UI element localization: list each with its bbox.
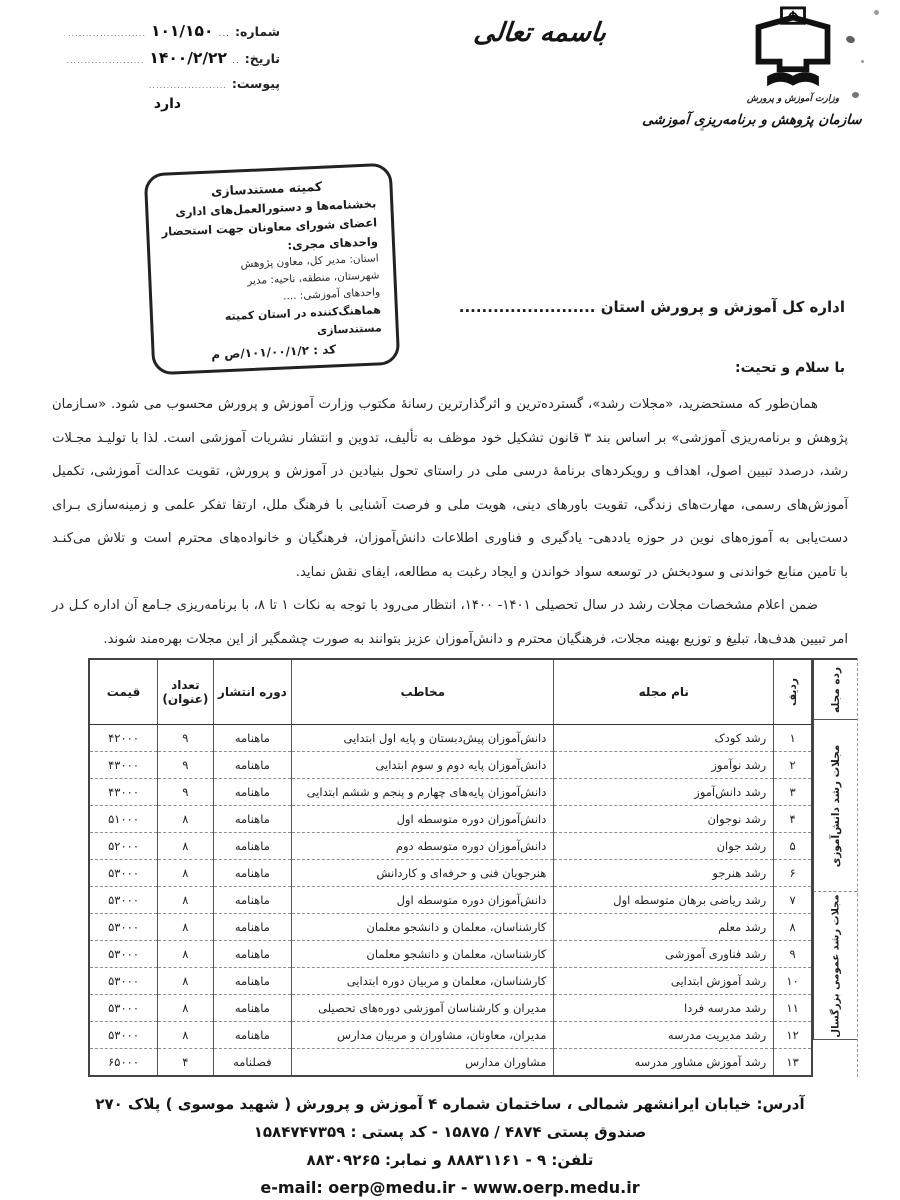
category-header-cell — [813, 658, 857, 720]
cell-count: ۸ — [158, 887, 213, 914]
bismillah-calligraphy: باسمه تعالی — [472, 18, 608, 48]
cell-price: ۵۱۰۰۰ — [89, 806, 158, 833]
cell-period: ماهنامه — [213, 779, 292, 806]
stamp-code: کد : ۱۰۱/۰۰/۱/۲/ص م — [210, 342, 337, 362]
table-row — [89, 995, 812, 1022]
cell-price: ۵۳۰۰۰ — [89, 887, 158, 914]
cell-audience: هنرجویان فنی و حرفه‌ای و کاردانش — [292, 860, 554, 887]
body-line: با تامین منابع خواندنی و سودبخش در توسعه سواد خواندن و ایجاد رغبت به مطالعه، ایفای نقش نماید. — [295, 564, 848, 580]
cell-price: ۴۲۰۰۰ — [89, 725, 158, 752]
cell-period: ماهنامه — [213, 806, 292, 833]
cell-magazine-name: رشد مدرسه فردا — [554, 995, 774, 1022]
stamp-line: اعضای شورای معاونان جهت استحضار — [161, 215, 378, 239]
organization-caption: سازمان پژوهش و برنامه‌ریزی آموزشی — [641, 112, 863, 128]
body-line: امر تبیین هدف‌ها، تبلیغ و توزیع بهینه مجلات، فرهنگیان محترم و دانش‌آموزان عزیز بتوانند به صورت چشمگیر از این مجلات بهره‌مند شوند. — [103, 631, 848, 647]
cell-count: ۹ — [158, 779, 213, 806]
table-row — [89, 1022, 812, 1049]
cell-audience: دانش‌آموزان دوره متوسطه دوم — [292, 833, 554, 860]
category-student-magazines — [813, 720, 857, 892]
category-label: مجلات رشد دانش‌آموزی — [829, 744, 842, 867]
cell-magazine-name: رشد مدیریت مدرسه — [554, 1022, 774, 1049]
number-value: ۱۰۱/۱۵۰ — [151, 22, 214, 40]
letterhead-attachment-row — [55, 76, 280, 91]
cell-count: ۸ — [158, 806, 213, 833]
table-row — [89, 887, 812, 914]
cell-price: ۵۳۰۰۰ — [89, 941, 158, 968]
cell-period: ماهنامه — [213, 725, 292, 752]
cell-audience: کارشناسان، معلمان و مربیان دوره ابتدایی — [292, 968, 554, 995]
cell-row-number: ۳ — [774, 779, 812, 806]
cell-audience: دانش‌آموزان دوره متوسطه اول — [292, 887, 554, 914]
cell-price: ۵۳۰۰۰ — [89, 968, 158, 995]
attachment-value-row — [55, 96, 280, 112]
salutation-line: با سلام و تحیت: — [735, 360, 845, 376]
cell-audience: دانش‌آموزان پایه‌های چهارم و پنجم و ششم ابتدایی — [292, 779, 554, 806]
number-label: شماره: — [235, 24, 280, 39]
attachment-leader: ...................... — [148, 81, 227, 90]
category-header-label: رده مجله — [829, 666, 842, 713]
letter-body — [52, 388, 848, 656]
cell-count: ۸ — [158, 860, 213, 887]
cell-count: ۴ — [158, 1049, 213, 1077]
cell-price: ۵۳۰۰۰ — [89, 914, 158, 941]
cell-row-number: ۱۰ — [774, 968, 812, 995]
cell-price: ۴۳۰۰۰ — [89, 752, 158, 779]
stamp-line: شهرستان، منطقه، ناحیه: مدیر — [246, 269, 380, 288]
cell-magazine-name: رشد فناوری آموزشی — [554, 941, 774, 968]
cell-period: ماهنامه — [213, 887, 292, 914]
cell-period: ماهنامه — [213, 914, 292, 941]
table-row — [89, 1049, 812, 1077]
documentation-committee-stamp — [144, 163, 401, 376]
number-dots: ... — [218, 29, 231, 39]
cell-count: ۹ — [158, 752, 213, 779]
table-row — [89, 833, 812, 860]
cell-period: ماهنامه — [213, 968, 292, 995]
cell-row-number: ۶ — [774, 860, 812, 887]
cell-audience: دانش‌آموزان دوره متوسطه اول — [292, 806, 554, 833]
table-row — [89, 914, 812, 941]
table-header — [89, 659, 812, 725]
cell-magazine-name: رشد نوآموز — [554, 752, 774, 779]
cell-audience: مشاوران مدارس — [292, 1049, 554, 1077]
cell-count: ۸ — [158, 833, 213, 860]
date-label: تاریخ: — [244, 51, 280, 66]
table-body — [89, 725, 812, 1077]
cell-count: ۸ — [158, 995, 213, 1022]
table-row — [89, 941, 812, 968]
cell-row-number: ۱۳ — [774, 1049, 812, 1077]
cell-row-number: ۱۲ — [774, 1022, 812, 1049]
stamp-line: واحدهای آموزشی: .... — [282, 286, 381, 303]
letter-footer — [0, 1090, 900, 1200]
header-magazine-name: نام مجله — [554, 659, 774, 725]
stamp-line: بخشنامه‌ها و دستورالعمل‌های اداری — [175, 196, 377, 220]
cell-magazine-name: رشد ریاضی برهان متوسطه اول — [554, 887, 774, 914]
table-row — [89, 806, 812, 833]
ministry-education-logo-icon — [745, 6, 841, 98]
number-leader: ...................... — [68, 29, 147, 38]
scan-noise — [852, 92, 859, 98]
body-line: پژوهش و برنامه‌ریزی آموزشی» بر اساس بند ۳ قانون تشکیل خود موظف به تألیف، تدوین و انتشار نشریات آموزشی است. لذا با تولیـد مجـلات — [52, 430, 848, 446]
cell-price: ۵۳۰۰۰ — [89, 1022, 158, 1049]
cell-row-number: ۷ — [774, 887, 812, 914]
scan-noise — [874, 10, 879, 15]
cell-audience: مدیران، معاونان، مشاوران و مربیان مدارس — [292, 1022, 554, 1049]
table-row — [89, 860, 812, 887]
body-line: دست‌یابی به آموزه‌های نوین در حوزه یاددهی- یادگیری و فناوری اطلاعات دانش‌آموزان، فرهنگیان و خانواده‌های محترم است و تلاش می‌کنـد — [52, 531, 848, 546]
magazines-table-wrap — [88, 658, 858, 1077]
table-row — [89, 968, 812, 995]
cell-count: ۸ — [158, 914, 213, 941]
cell-count: ۹ — [158, 725, 213, 752]
cell-magazine-name: رشد معلم — [554, 914, 774, 941]
addressee-line: اداره کل آموزش و پرورش استان ........................ — [458, 298, 845, 316]
letterhead-date-row — [55, 49, 280, 67]
footer-phone: تلفن: ۹ - ۸۸۸۳۱۱۶۱ و نمابر: ۸۸۳۰۹۲۶۵ — [306, 1151, 594, 1169]
cell-magazine-name: رشد آموزش مشاور مدرسه — [554, 1049, 774, 1077]
scan-noise — [861, 60, 864, 63]
cell-magazine-name: رشد دانش‌آموز — [554, 779, 774, 806]
cell-period: ماهنامه — [213, 833, 292, 860]
body-line: رشد، درصدد تبیین اصول، اهداف و رویکردهای برنامهٔ درسی ملی در راستای تحول بنیادین در آموزش و پرورش، تقویت عدالت آموزشی، تکمیل — [52, 464, 848, 479]
stamp-line: واحدهای مجری: — [287, 233, 379, 252]
footer-address: آدرس: خیابان ایرانشهر شمالی ، ساختمان شماره ۴ آموزش و پرورش ( شهید موسوی ) پلاک ۲۷۰ — [95, 1095, 805, 1113]
cell-price: ۴۳۰۰۰ — [89, 779, 158, 806]
header-row-number: ردیف — [774, 659, 812, 725]
ministry-logo-block — [718, 6, 868, 104]
cell-row-number: ۹ — [774, 941, 812, 968]
cell-price: ۵۲۰۰۰ — [89, 833, 158, 860]
date-leader: ...................... — [66, 56, 145, 65]
category-adult-magazines — [813, 892, 857, 1040]
cell-row-number: ۵ — [774, 833, 812, 860]
cell-count: ۸ — [158, 1022, 213, 1049]
cell-period: ماهنامه — [213, 941, 292, 968]
body-line: ضمن اعلام مشخصات مجلات رشد در سال تحصیلی ۱۴۰۱- ۱۴۰۰، انتظار می‌رود با توجه به نکات ۱ تا ۸، با برنامه‌ریزی جـامع آن اداره کـل در — [52, 598, 819, 613]
body-line: آموزش‌های رسمی، مهارت‌های زندگی، تقویت باورهای دینی، هویت ملی و فرصت آشنایی با فرهنگ ملل، ارتقا تفکر علمی و زمینه‌سازی بـرای — [52, 497, 848, 513]
table-row — [89, 779, 812, 806]
cell-period: فصلنامه — [213, 1049, 292, 1077]
cell-audience: دانش‌آموزان پیش‌دبستان و پایه اول ابتدایی — [292, 725, 554, 752]
magazines-table — [88, 658, 813, 1077]
cell-row-number: ۴ — [774, 806, 812, 833]
cell-audience: مدیران و کارشناسان آموزشی دوره‌های تحصیلی — [292, 995, 554, 1022]
body-line: همان‌طور که مستحضرید، «مجلات رشد»، گسترده‌ترین و اثرگذارترین رسانهٔ مکتوب وزارت آموزش و پرورش محسوب می شود. «سـازمان — [52, 397, 818, 412]
cell-audience: کارشناسان، معلمان و دانشجو معلمان — [292, 941, 554, 968]
letterhead-meta — [55, 22, 280, 121]
cell-price: ۵۳۰۰۰ — [89, 995, 158, 1022]
cell-row-number: ۲ — [774, 752, 812, 779]
cell-price: ۵۳۰۰۰ — [89, 860, 158, 887]
cell-period: ماهنامه — [213, 995, 292, 1022]
cell-magazine-name: رشد هنرجو — [554, 860, 774, 887]
cell-audience: کارشناسان، معلمان و دانشجو معلمان — [292, 914, 554, 941]
cell-price: ۶۵۰۰۰ — [89, 1049, 158, 1077]
header-audience: مخاطب — [292, 659, 554, 725]
category-label: مجلات رشد عمومی بزرگسال — [830, 893, 841, 1038]
cell-magazine-name: رشد جوان — [554, 833, 774, 860]
cell-magazine-name: رشد کودک — [554, 725, 774, 752]
date-dots: .. — [231, 56, 240, 66]
header-period: دوره انتشار — [213, 659, 292, 725]
date-value: ۱۴۰۰/۲/۲۲ — [149, 49, 227, 67]
ministry-caption: وزارت آموزش و پرورش — [746, 94, 840, 104]
stamp-line: استان: مدیر کل، معاون پژوهش — [240, 252, 379, 271]
letterhead-number-row — [55, 22, 280, 40]
footer-email: e-mail: oerp@medu.ir - www.oerp.medu.ir — [260, 1178, 640, 1197]
cell-count: ۸ — [158, 968, 213, 995]
cell-period: ماهنامه — [213, 752, 292, 779]
cell-audience: دانش‌آموزان پایه دوم و سوم ابتدایی — [292, 752, 554, 779]
table-row — [89, 752, 812, 779]
footer-postal: صندوق پستی ۴۸۷۴ / ۱۵۸۷۵ - کد پستی : ۱۵۸۴۷۴۷۳۵۹ — [253, 1123, 647, 1141]
cell-magazine-name: رشد آموزش ابتدایی — [554, 968, 774, 995]
category-column — [813, 658, 858, 1077]
cell-row-number: ۸ — [774, 914, 812, 941]
cell-row-number: ۱۱ — [774, 995, 812, 1022]
stamp-line: کمیته مستندسازی — [210, 178, 323, 199]
scan-noise — [700, 128, 704, 131]
header-count: تعداد (عنوان) — [158, 659, 213, 725]
header-price: قیمت — [89, 659, 158, 725]
cell-row-number: ۱ — [774, 725, 812, 752]
attachment-value: دارد — [153, 96, 182, 112]
cell-count: ۸ — [158, 941, 213, 968]
attachment-label: پیوست: — [231, 76, 280, 91]
stamp-line: هماهنگ‌کننده در استان کمیته مستندسازی — [224, 303, 382, 338]
cell-period: ماهنامه — [213, 860, 292, 887]
cell-magazine-name: رشد نوجوان — [554, 806, 774, 833]
cell-period: ماهنامه — [213, 1022, 292, 1049]
table-row — [89, 725, 812, 752]
